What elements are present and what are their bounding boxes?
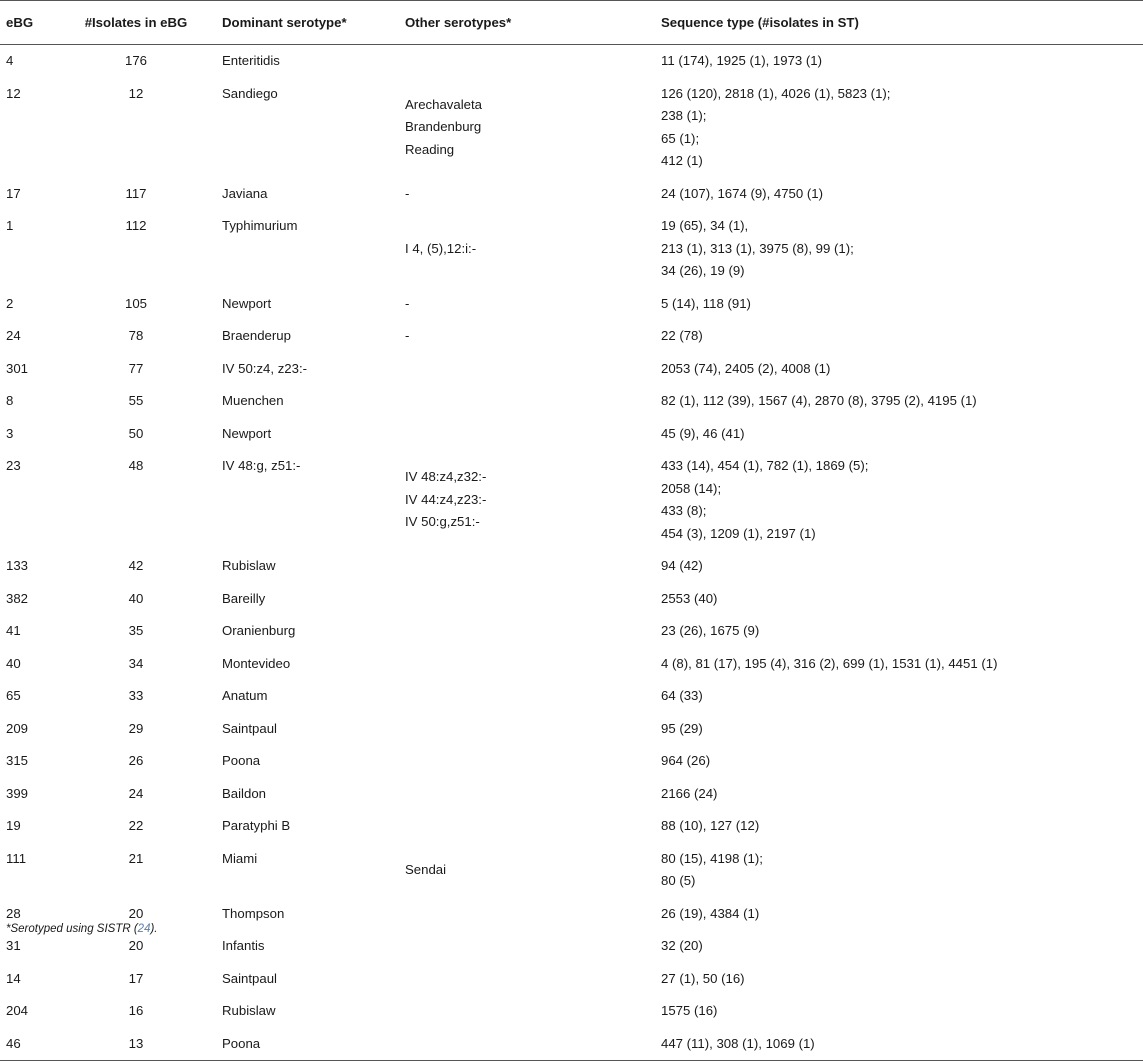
cell-other-serotypes xyxy=(399,583,655,616)
cell-other-serotypes xyxy=(399,615,655,648)
cell-sequence-type-line: 95 (29) xyxy=(661,720,703,736)
cell-dominant-serotype: IV 48:g, z51:- xyxy=(222,458,301,473)
cell-other-serotypes-line: Sendai xyxy=(405,861,447,877)
cell-sequence-type xyxy=(655,418,1143,451)
cell-sequence-type xyxy=(655,810,1143,843)
cell-sequence-type-line: 2058 (14); xyxy=(661,480,722,496)
cell-sequence-type-line: 2053 (74), 2405 (2), 4008 (1) xyxy=(661,360,831,376)
cell-dominant-serotype: Paratyphi B xyxy=(222,818,291,833)
cell-sequence-type-line: 447 (11), 308 (1), 1069 (1) xyxy=(661,1035,815,1051)
cell-isolates: 26 xyxy=(128,753,144,768)
cell-isolates: 17 xyxy=(128,970,144,986)
cell-other-serotypes-line: IV 50:g,z51:- xyxy=(405,514,480,530)
cell-isolates: 42 xyxy=(128,558,144,573)
cell-sequence-type xyxy=(655,353,1143,386)
table-row xyxy=(0,713,1143,746)
cell-isolates: 50 xyxy=(128,425,144,441)
cell-dominant-serotype: Rubislaw xyxy=(222,1003,276,1018)
header-isolates: #Isolates in eBG xyxy=(56,1,216,45)
cell-other-serotypes xyxy=(399,418,655,451)
cell-ebg: 399 xyxy=(6,785,29,801)
cell-other-serotypes xyxy=(399,963,655,996)
cell-isolates: 13 xyxy=(56,1028,216,1061)
cell-sequence-type-line: 5 (14), 118 (91) xyxy=(661,295,751,311)
cell-sequence-type-line: 22 (78) xyxy=(661,328,703,343)
cell-sequence-type-line: 65 (1); xyxy=(661,130,700,146)
cell-other-serotypes-line: Arechavaleta xyxy=(405,96,482,112)
cell-ebg: 301 xyxy=(6,360,29,376)
cell-other-serotypes-line: - xyxy=(405,295,410,311)
cell-sequence-type-line: 45 (9), 46 (41) xyxy=(661,425,745,441)
header-dominant-serotype: Dominant serotype* xyxy=(216,1,399,45)
cell-isolates: 35 xyxy=(128,623,144,638)
cell-ebg: 23 xyxy=(6,458,21,473)
cell-sequence-type-line: 19 (65), 34 (1), xyxy=(661,218,749,233)
cell-sequence-type-line: 82 (1), 112 (39), 1567 (4), 2870 (8), 3795 (2), 4195 (1) xyxy=(661,393,977,408)
cell-other-serotypes xyxy=(399,898,655,931)
table-row xyxy=(0,320,1143,353)
cell-sequence-type-line: 11 (174), 1925 (1), 1973 (1) xyxy=(661,53,823,68)
cell-ebg: 8 xyxy=(6,393,14,408)
cell-other-serotypes xyxy=(399,1028,655,1061)
cell-isolates: 20 xyxy=(128,905,144,921)
cell-isolates: 78 xyxy=(128,328,144,343)
cell-other-serotypes xyxy=(399,78,655,178)
cell-sequence-type-line: 126 (120), 2818 (1), 4026 (1), 5823 (1); xyxy=(661,85,891,101)
cell-sequence-type-line: 433 (8); xyxy=(661,503,707,518)
table-row xyxy=(0,843,1143,898)
cell-isolates: 77 xyxy=(128,360,144,376)
cell-other-serotypes xyxy=(399,778,655,811)
cell-ebg: 204 xyxy=(6,1003,29,1018)
cell-ebg: 41 xyxy=(6,623,21,638)
cell-isolates: 16 xyxy=(128,1003,144,1018)
cell-sequence-type-line: 1575 (16) xyxy=(661,1003,718,1018)
header-ebg: eBG xyxy=(0,1,56,45)
cell-dominant-serotype: Newport xyxy=(222,425,272,441)
cell-isolates: 48 xyxy=(128,458,144,473)
cell-sequence-type xyxy=(655,583,1143,616)
cell-ebg: 133 xyxy=(6,558,29,573)
cell-ebg: 31 xyxy=(6,938,21,953)
footnote-text: *Serotyped using SISTR ( xyxy=(6,923,138,935)
cell-other-serotypes-line: I 4, (5),12:i:- xyxy=(405,240,477,256)
cell-ebg: 1 xyxy=(6,218,14,233)
cell-sequence-type-line: 238 (1); xyxy=(661,108,707,123)
cell-sequence-type xyxy=(655,178,1143,211)
cell-isolates: 176 xyxy=(124,53,147,68)
cell-dominant-serotype: Braenderup xyxy=(222,328,291,343)
cell-ebg: 3 xyxy=(6,425,14,441)
cell-dominant-serotype: Saintpaul xyxy=(222,720,277,736)
cell-other-serotypes xyxy=(399,178,655,211)
table-row xyxy=(0,353,1143,386)
header-other-serotypes: Other serotypes* xyxy=(399,1,655,45)
cell-ebg: 315 xyxy=(6,753,29,768)
cell-isolates: 20 xyxy=(128,938,144,953)
cell-dominant-serotype: Poona xyxy=(216,1028,399,1061)
cell-other-serotypes xyxy=(399,288,655,321)
cell-ebg: 4 xyxy=(6,53,14,68)
cell-sequence-type xyxy=(655,778,1143,811)
cell-sequence-type-line: 23 (26), 1675 (9) xyxy=(661,623,760,638)
cell-sequence-type-line: 88 (10), 127 (12) xyxy=(661,818,760,833)
cell-sequence-type xyxy=(655,930,1143,963)
cell-sequence-type-line: 4 (8), 81 (17), 195 (4), 316 (2), 699 (1), 1531 (1), 4451 (1) xyxy=(661,655,998,671)
table-header-row xyxy=(0,1,1143,45)
cell-isolates: 105 xyxy=(124,295,147,311)
table-row xyxy=(0,963,1143,996)
cell-sequence-type xyxy=(655,45,1143,78)
cell-other-serotypes-line: Brandenburg xyxy=(405,119,482,135)
cell-sequence-type-line: 26 (19), 4384 (1) xyxy=(661,905,760,921)
cell-other-serotypes xyxy=(399,648,655,681)
cell-sequence-type-line: 24 (107), 1674 (9), 4750 (1) xyxy=(661,185,824,201)
cell-isolates: 21 xyxy=(128,850,144,866)
cell-sequence-type xyxy=(655,210,1143,288)
cell-isolates: 33 xyxy=(128,688,144,703)
cell-sequence-type-line: 80 (5) xyxy=(661,873,696,888)
cell-sequence-type xyxy=(655,288,1143,321)
cell-dominant-serotype: Bareilly xyxy=(222,590,266,606)
cell-sequence-type xyxy=(655,648,1143,681)
cell-dominant-serotype: Miami xyxy=(222,850,258,866)
cell-other-serotypes-line: IV 44:z4,z23:- xyxy=(405,491,487,507)
cell-other-serotypes xyxy=(399,930,655,963)
table-row xyxy=(0,550,1143,583)
table-row xyxy=(0,615,1143,648)
cell-ebg: 17 xyxy=(6,185,21,201)
cell-dominant-serotype: Baildon xyxy=(222,785,266,801)
cell-dominant-serotype: Anatum xyxy=(222,688,268,703)
cell-other-serotypes xyxy=(399,995,655,1028)
cell-sequence-type-line: 433 (14), 454 (1), 782 (1), 1869 (5); xyxy=(661,458,869,473)
table-footnote xyxy=(6,923,158,935)
cell-sequence-type xyxy=(655,680,1143,713)
cell-other-serotypes xyxy=(399,210,655,288)
cell-other-serotypes xyxy=(399,745,655,778)
cell-ebg: 28 xyxy=(6,905,21,921)
cell-other-serotypes xyxy=(399,385,655,418)
cell-sequence-type-line: 64 (33) xyxy=(661,688,703,703)
table-row xyxy=(0,178,1143,211)
table-row xyxy=(0,810,1143,843)
table-body xyxy=(0,45,1143,1061)
cell-dominant-serotype: Montevideo xyxy=(222,655,291,671)
cell-isolates: 40 xyxy=(128,590,144,606)
cell-sequence-type-line: 80 (15), 4198 (1); xyxy=(661,850,763,866)
cell-other-serotypes xyxy=(399,450,655,550)
cell-ebg: 111 xyxy=(6,850,27,866)
cell-other-serotypes xyxy=(399,320,655,353)
cell-sequence-type xyxy=(655,78,1143,178)
cell-dominant-serotype: Sandiego xyxy=(222,85,278,101)
table-row xyxy=(0,898,1143,931)
cell-sequence-type-line: 32 (20) xyxy=(661,938,703,953)
cell-other-serotypes-line: Reading xyxy=(405,141,455,157)
cell-other-serotypes-line: - xyxy=(405,328,410,343)
cell-other-serotypes xyxy=(399,713,655,746)
cell-sequence-type xyxy=(655,963,1143,996)
cell-sequence-type-line: 2553 (40) xyxy=(661,590,718,606)
cell-sequence-type xyxy=(655,1028,1143,1061)
table-row xyxy=(0,288,1143,321)
cell-sequence-type xyxy=(655,713,1143,746)
cell-other-serotypes-line: IV 48:z4,z32:- xyxy=(405,469,487,485)
cell-ebg: 24 xyxy=(6,328,21,343)
cell-sequence-type-line: 94 (42) xyxy=(661,558,703,573)
cell-sequence-type-line: 27 (1), 50 (16) xyxy=(661,970,745,986)
cell-isolates: 34 xyxy=(128,655,144,671)
table-row xyxy=(0,995,1143,1028)
cell-isolates: 22 xyxy=(128,818,144,833)
cell-dominant-serotype: Javiana xyxy=(222,185,268,201)
cell-ebg: 40 xyxy=(6,655,21,671)
cell-sequence-type-line: 412 (1) xyxy=(661,153,703,168)
cell-other-serotypes xyxy=(399,843,655,898)
table-row xyxy=(0,680,1143,713)
cell-sequence-type-line: 454 (3), 1209 (1), 2197 (1) xyxy=(661,525,816,541)
cell-other-serotypes xyxy=(399,680,655,713)
cell-isolates: 112 xyxy=(125,218,147,233)
header-sequence-type: Sequence type (#isolates in ST) xyxy=(655,1,1143,45)
footnote-reference-link[interactable]: 24 xyxy=(137,923,151,935)
cell-sequence-type xyxy=(655,320,1143,353)
cell-isolates: 12 xyxy=(128,85,144,101)
cell-ebg: 209 xyxy=(6,720,29,736)
table-row xyxy=(0,385,1143,418)
cell-sequence-type xyxy=(655,450,1143,550)
cell-isolates: 24 xyxy=(128,785,144,801)
cell-other-serotypes xyxy=(399,353,655,386)
cell-sequence-type-line: 213 (1), 313 (1), 3975 (8), 99 (1); xyxy=(661,240,854,256)
cell-dominant-serotype: Thompson xyxy=(222,905,285,921)
cell-sequence-type xyxy=(655,745,1143,778)
cell-dominant-serotype: Rubislaw xyxy=(222,558,276,573)
table-row xyxy=(0,1028,1143,1061)
table-row xyxy=(0,930,1143,963)
cell-other-serotypes xyxy=(399,45,655,78)
table-row xyxy=(0,583,1143,616)
cell-sequence-type xyxy=(655,995,1143,1028)
table-row xyxy=(0,648,1143,681)
table-row xyxy=(0,210,1143,288)
cell-other-serotypes xyxy=(399,810,655,843)
cell-dominant-serotype: Muenchen xyxy=(222,393,284,408)
table-row xyxy=(0,450,1143,550)
cell-sequence-type xyxy=(655,615,1143,648)
cell-isolates: 117 xyxy=(125,185,147,201)
cell-dominant-serotype: Typhimurium xyxy=(222,218,298,233)
cell-dominant-serotype: Enteritidis xyxy=(222,53,280,68)
cell-other-serotypes xyxy=(399,550,655,583)
cell-sequence-type xyxy=(655,550,1143,583)
table-row xyxy=(0,778,1143,811)
cell-sequence-type-line: 34 (26), 19 (9) xyxy=(661,263,745,278)
cell-sequence-type xyxy=(655,898,1143,931)
cell-dominant-serotype: Poona xyxy=(222,753,261,768)
cell-dominant-serotype: IV 50:z4, z23:- xyxy=(222,360,308,376)
table-row xyxy=(0,45,1143,78)
cell-ebg: 12 xyxy=(6,85,21,101)
table-row xyxy=(0,745,1143,778)
cell-sequence-type-line: 2166 (24) xyxy=(661,785,718,801)
table-row xyxy=(0,78,1143,178)
cell-sequence-type xyxy=(655,385,1143,418)
cell-dominant-serotype: Saintpaul xyxy=(222,970,277,986)
cell-ebg: 14 xyxy=(6,970,21,986)
table-row xyxy=(0,418,1143,451)
cell-isolates: 29 xyxy=(128,720,144,736)
footnote-end: ). xyxy=(150,923,158,935)
cell-ebg: 46 xyxy=(0,1028,56,1061)
cell-ebg: 65 xyxy=(6,688,21,703)
cell-dominant-serotype: Newport xyxy=(222,295,272,311)
cell-ebg: 382 xyxy=(6,590,29,606)
cell-ebg: 19 xyxy=(6,818,21,833)
cell-dominant-serotype: Oranienburg xyxy=(222,623,296,638)
cell-isolates: 55 xyxy=(128,393,144,408)
cell-dominant-serotype: Infantis xyxy=(222,938,265,953)
cell-sequence-type xyxy=(655,843,1143,898)
cell-ebg: 2 xyxy=(6,295,14,311)
cell-other-serotypes-line: - xyxy=(405,185,410,201)
cell-sequence-type-line: 964 (26) xyxy=(661,753,711,768)
